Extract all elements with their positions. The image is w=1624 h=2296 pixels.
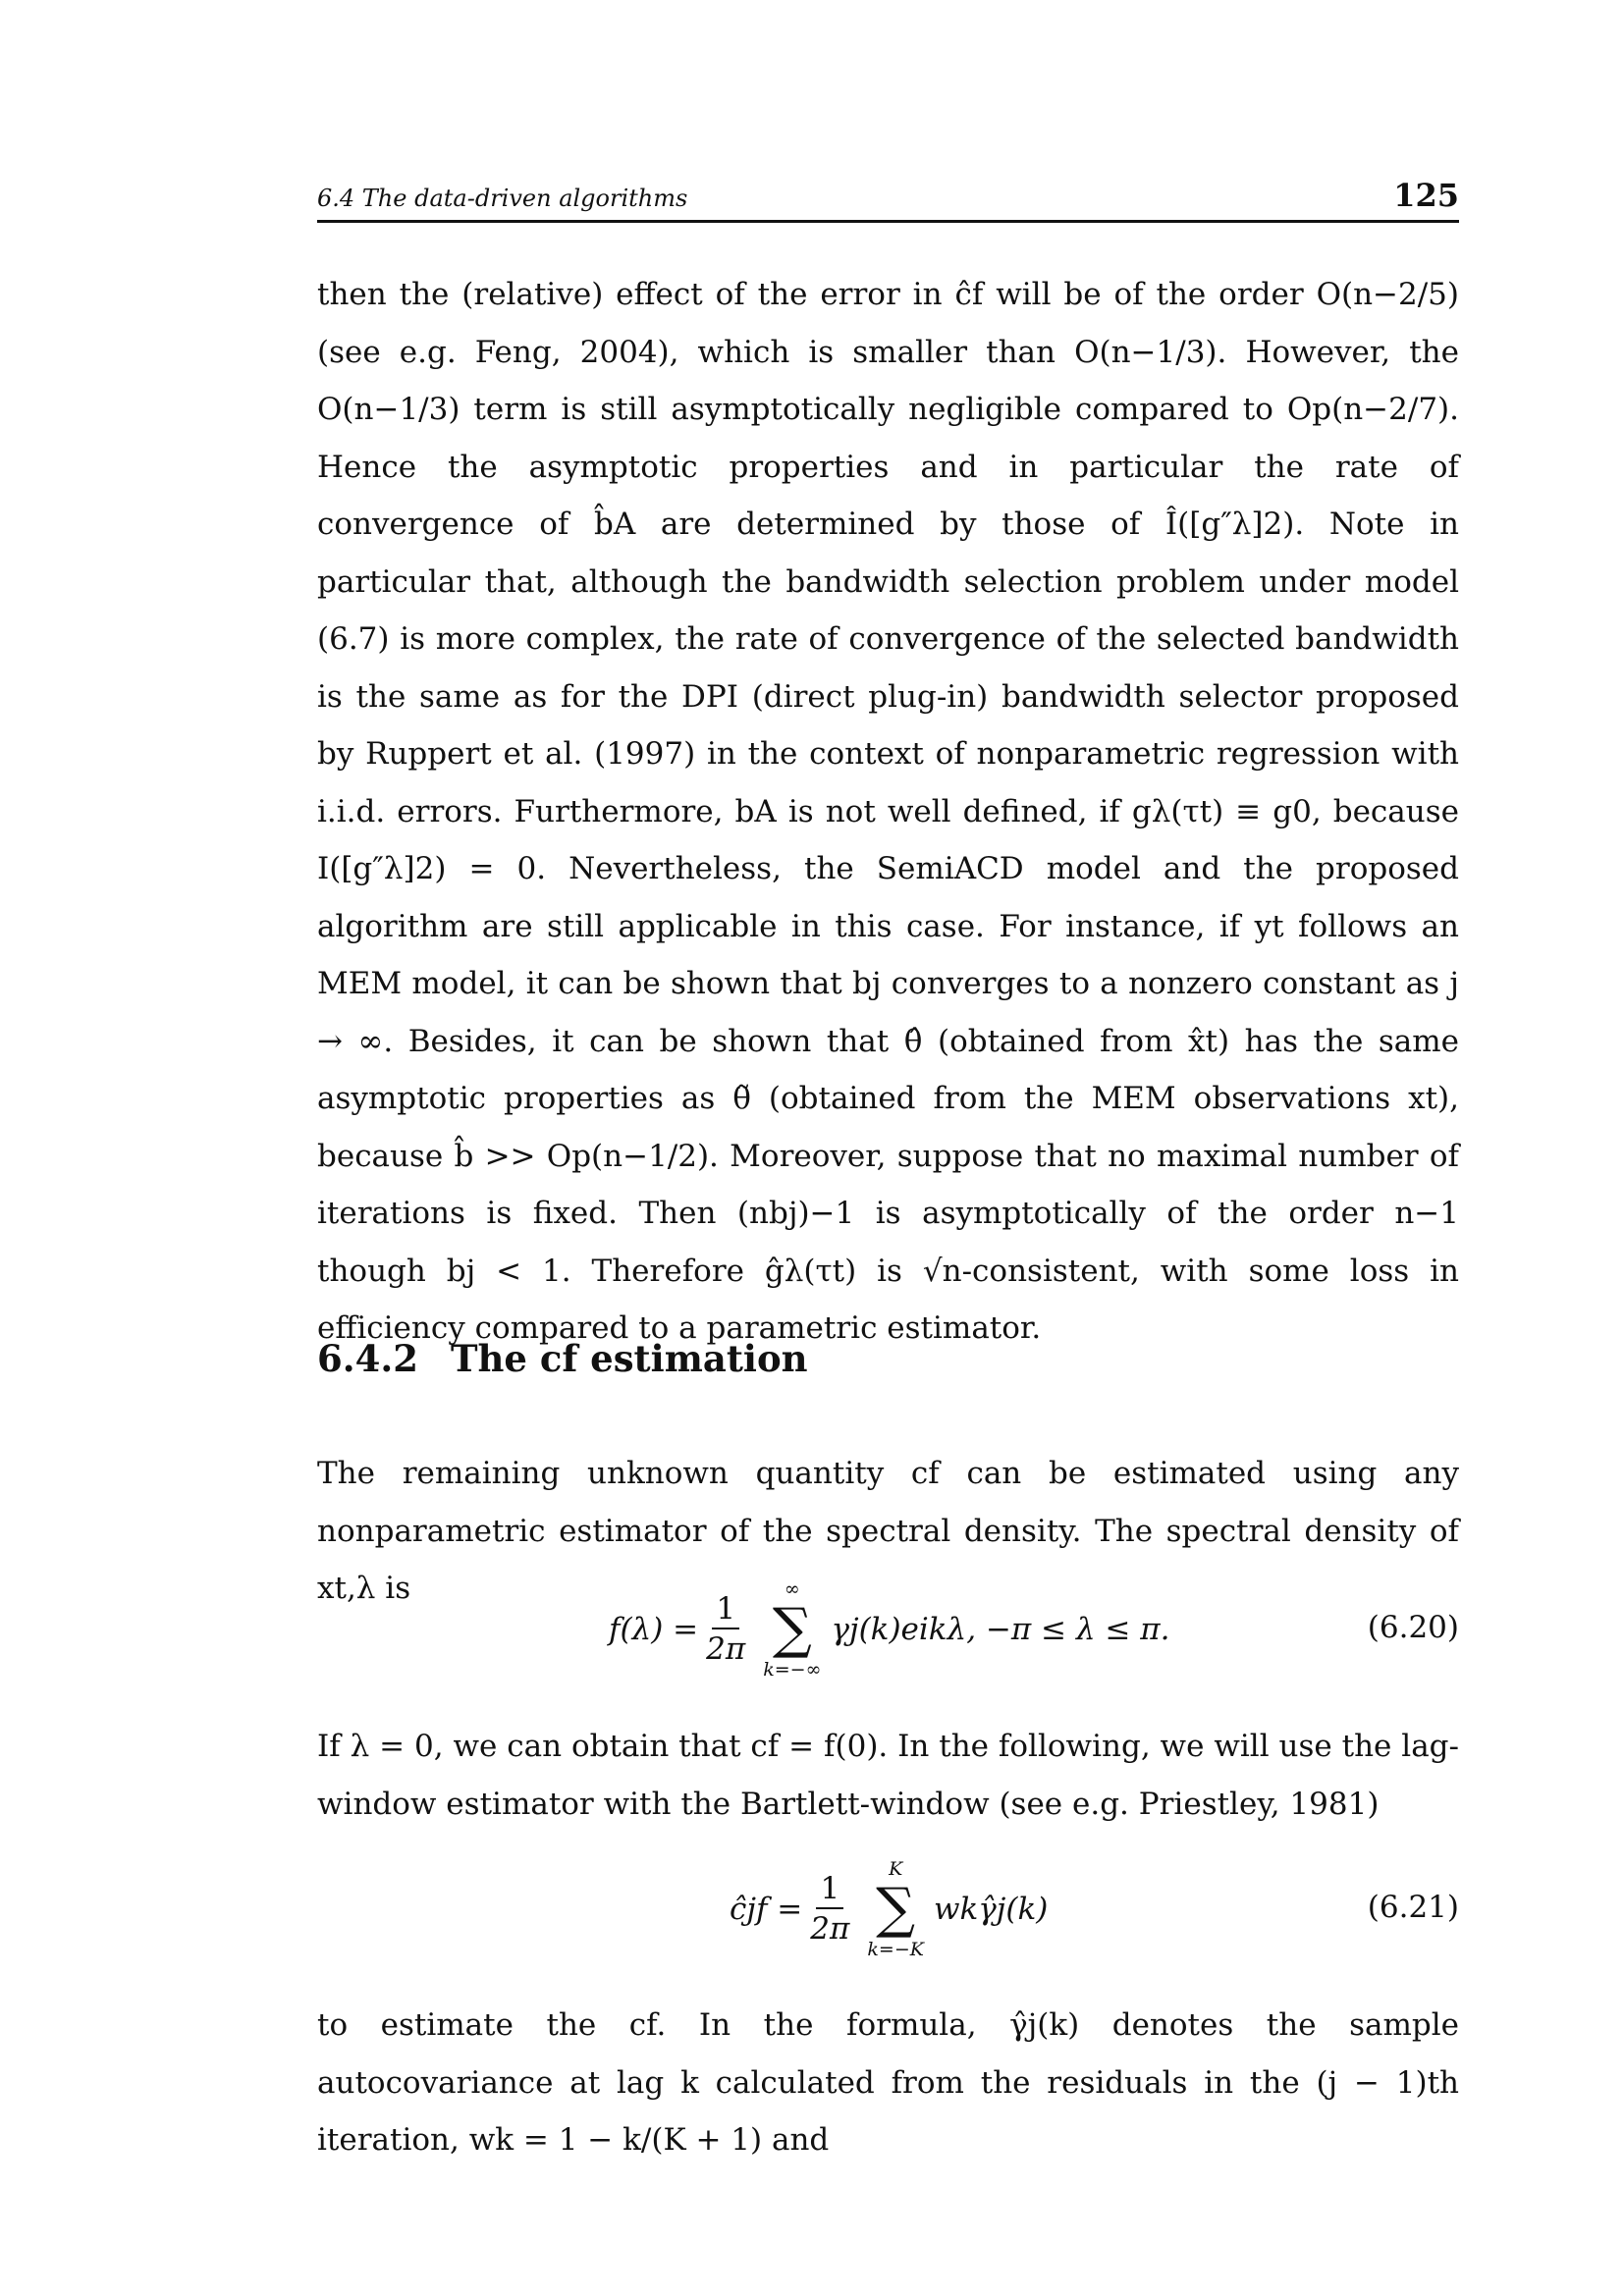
fraction-numerator: 1 (712, 1590, 739, 1629)
equation-lhs: f(λ) = (609, 1612, 699, 1647)
equation-rhs: γj(k)eikλ, −π ≤ λ ≤ π. (831, 1612, 1170, 1647)
running-title: 6.4 The data-driven algorithms (317, 185, 688, 212)
section-number: 6.4.2 (317, 1337, 418, 1380)
fraction (706, 1590, 745, 1669)
body-paragraph-2: The remaining unknown quantity cf can be estimated using any nonparametric estimator of the spectral density. The spectral density of xt,λ is (317, 1456, 1459, 1606)
sigma-symbol: ∑ (772, 1597, 812, 1661)
page-number: 125 (1393, 177, 1459, 214)
fraction-denominator: 2π (706, 1631, 746, 1667)
equation-6-20 (317, 1575, 1459, 1683)
equation-number: (6.20) (1367, 1610, 1459, 1645)
equation-rhs: wkγ̂j(k) (933, 1892, 1049, 1927)
body-paragraph-1: then the (relative) effect of the error in ĉf will be of the order O(n−2/5) (see e.g. Feng, 2004), which is smaller than O(n−1/3). However, the O(n−1/3) term is still asymptotically negligible compared to Op(n−2/7). Hence the asymptotic properties and in particular the rate of convergence of b̂A are determined by those of Î([g″λ]2). Note in particular that, although the bandwidth selection problem under model (6.7) is more complex, the rate of convergence of the selected bandwidth is the same as for the DPI (direct plug-in) bandwidth selector proposed by Ruppert et al. (1997) in the context of nonparametric regression with i.i.d. errors. Furthermore, bA is not well defined, if gλ(τt) ≡ g0, because I([g″λ]2) = 0. Nevertheless, the SemiACD model and the proposed algorithm are still applicable in this case. For instance, if yt follows an MEM model, it can be shown that bj converges to a nonzero constant as j → ∞. Besides, it can be shown that θ̂ (obtained from x̂t) has the same asymptotic properties as θ̃ (obtained from the MEM observations xt), because b̂ >> Op(n−1/2). Moreover, suppose that no maximal number of iterations is fixed. Then (nbj)−1 is asymptotically of the order n−1 though bj < 1. Therefore ĝλ(τt) is √n-consistent, with some loss in efficiency compared to a parametric estimator. (317, 277, 1459, 1346)
sigma-symbol: ∑ (876, 1877, 916, 1941)
section-title: The cf estimation (451, 1337, 808, 1380)
running-header (317, 177, 1459, 223)
equation-lhs: ĉjf = (730, 1892, 803, 1927)
sum-upper-limit: ∞ (784, 1578, 800, 1600)
equation-body (609, 1575, 1170, 1683)
equation-6-21 (317, 1855, 1459, 1963)
equation-body (730, 1855, 1048, 1963)
body-paragraph-3: If λ = 0, we can obtain that cf = f(0). In the following, we will use the lag-window estimator with the Bartlett-window (see e.g. Priestley, 1981) (317, 1729, 1459, 1822)
fraction-numerator: 1 (816, 1870, 843, 1909)
sum-lower-limit: k=−∞ (763, 1659, 822, 1681)
sum-upper-limit: K (889, 1858, 903, 1880)
fraction-denominator: 2π (810, 1911, 850, 1947)
summation (867, 1858, 924, 1960)
equation-number: (6.21) (1367, 1890, 1459, 1925)
sum-lower-limit: k=−K (867, 1939, 924, 1960)
summation (763, 1578, 821, 1681)
fraction (810, 1870, 849, 1949)
section-heading (317, 1337, 808, 1380)
body-paragraph-4: to estimate the cf. In the formula, γ̂j(k) denotes the sample autocovariance at lag k calculated from the residuals in the (j − 1)th iteration, wk = 1 − k/(K + 1) and (317, 2007, 1459, 2158)
